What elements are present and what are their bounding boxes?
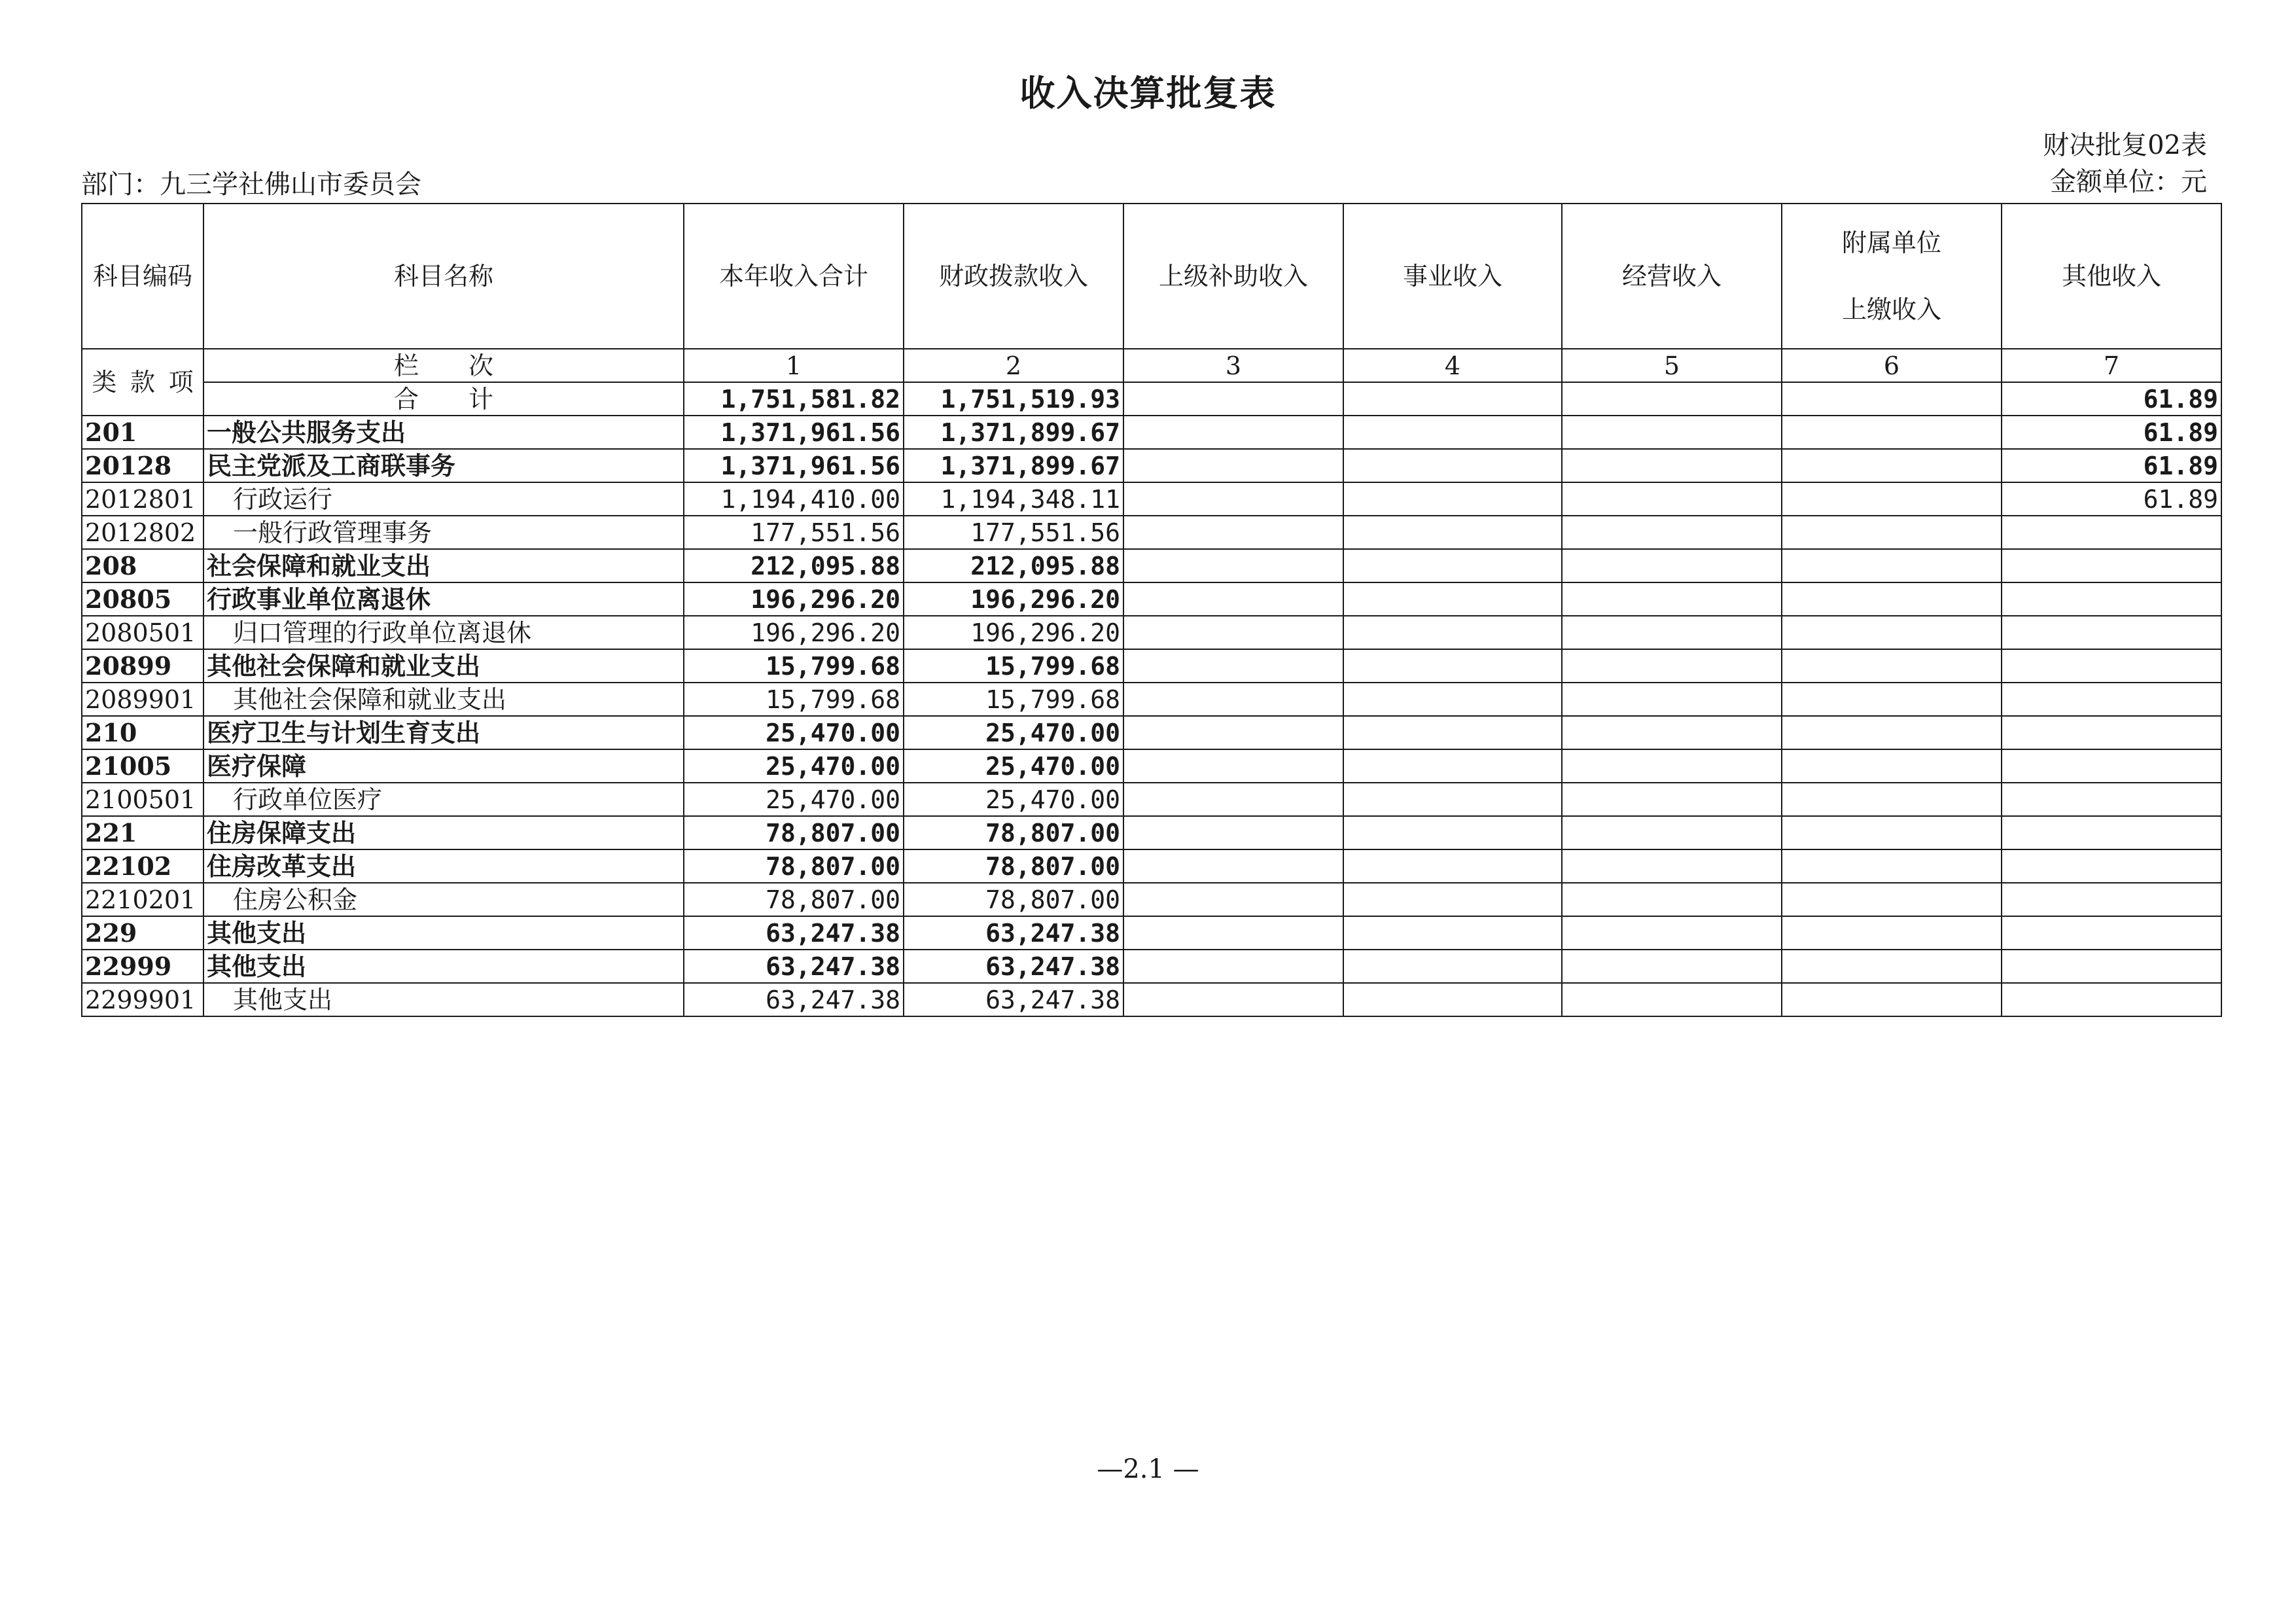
business-income-cell (1343, 482, 1562, 516)
page-number: —2.1 — (1097, 1454, 1199, 1484)
business-income-cell (1343, 849, 1562, 883)
header-affiliated-line1: 附属单位 (1841, 228, 1941, 257)
superior-income-cell (1123, 649, 1343, 683)
sub-lei: 类 (92, 368, 117, 397)
other-income-cell (2002, 983, 2221, 1016)
total-income-cell: 25,470.00 (684, 749, 904, 783)
other-income-cell (2002, 516, 2221, 549)
subject-code-cell: 201 (82, 416, 203, 449)
fiscal-income-cell: 25,470.00 (904, 749, 1123, 783)
business-income-cell (1343, 783, 1562, 816)
subject-code-cell: 20805 (82, 582, 203, 616)
department-label: 部门：九三学社佛山市委员会 (81, 169, 421, 200)
subject-code-cell: 22999 (82, 950, 203, 983)
fiscal-income-cell: 78,807.00 (904, 883, 1123, 916)
superior-income-cell (1123, 849, 1343, 883)
subject-name-cell: 一般行政管理事务 (203, 516, 684, 549)
superior-income-cell (1123, 816, 1343, 849)
business-income-cell (1343, 716, 1562, 749)
superior-income-cell (1123, 416, 1343, 449)
other-income-cell (2002, 816, 2221, 849)
affiliated-income-cell (1782, 783, 2002, 816)
fiscal-income-cell: 15,799.68 (904, 683, 1123, 716)
subject-code-cell: 2089901 (82, 683, 203, 716)
affiliated-income-cell (1782, 449, 2002, 482)
table-row (82, 749, 2221, 783)
fiscal-income-cell: 1,371,899.67 (904, 416, 1123, 449)
income-table (81, 203, 2222, 1017)
subject-code-cell: 2100501 (82, 783, 203, 816)
operating-income-cell (1562, 783, 1782, 816)
column-number: 2 (904, 349, 1123, 382)
business-income-cell (1343, 916, 1562, 950)
operating-income-cell (1562, 716, 1782, 749)
subject-code-cell: 2012802 (82, 516, 203, 549)
total-income-cell: 63,247.38 (684, 916, 904, 950)
header-name: 科目名称 (203, 204, 684, 349)
operating-income-cell (1562, 449, 1782, 482)
column-number: 4 (1343, 349, 1562, 382)
table-row (82, 649, 2221, 683)
total-income-cell: 15,799.68 (684, 683, 904, 716)
superior-income-cell (1123, 616, 1343, 649)
subject-name-cell: 行政运行 (203, 482, 684, 516)
affiliated-income-cell (1782, 749, 2002, 783)
fiscal-income-cell: 63,247.38 (904, 983, 1123, 1016)
header-code: 科目编码 (82, 204, 203, 349)
column-number: 1 (684, 349, 904, 382)
subject-name-cell: 行政事业单位离退休 (203, 582, 684, 616)
fiscal-income-cell: 212,095.88 (904, 549, 1123, 582)
other-income-cell: 61.89 (2002, 482, 2221, 516)
sub-kuan: 款 (130, 368, 155, 397)
operating-income-cell (1562, 683, 1782, 716)
total-income-cell: 196,296.20 (684, 582, 904, 616)
subject-code-cell: 2299901 (82, 983, 203, 1016)
subject-code-cell: 22102 (82, 849, 203, 883)
table-row (82, 616, 2221, 649)
table-row (82, 482, 2221, 516)
subject-name-cell: 其他支出 (203, 950, 684, 983)
header-other: 其他收入 (2002, 204, 2221, 349)
total-income-cell: 15,799.68 (684, 649, 904, 683)
table-row (82, 816, 2221, 849)
operating-income-cell (1562, 950, 1782, 983)
subject-code-cell: 20128 (82, 449, 203, 482)
header-superior: 上级补助收入 (1123, 204, 1343, 349)
affiliated-income-cell (1782, 482, 2002, 516)
subject-code-cell: 208 (82, 549, 203, 582)
total-income-cell: 78,807.00 (684, 816, 904, 849)
subject-code-cell: 2012801 (82, 482, 203, 516)
subject-name-cell: 其他社会保障和就业支出 (203, 649, 684, 683)
table-row (82, 683, 2221, 716)
operating-income-cell (1562, 416, 1782, 449)
superior-income-cell (1123, 749, 1343, 783)
superior-income-cell (1123, 582, 1343, 616)
operating-income-cell (1562, 582, 1782, 616)
affiliated-income-cell (1782, 883, 2002, 916)
total-income-cell: 25,470.00 (684, 783, 904, 816)
business-income-cell (1343, 816, 1562, 849)
superior-income-cell (1123, 950, 1343, 983)
subject-name-cell: 民主党派及工商联事务 (203, 449, 684, 482)
other-income-cell (2002, 649, 2221, 683)
other-income-cell (2002, 883, 2221, 916)
subject-name-cell: 其他支出 (203, 916, 684, 950)
operating-income-cell (1562, 849, 1782, 883)
affiliated-income-cell (1782, 849, 2002, 883)
business-income-cell (1343, 749, 1562, 783)
affiliated-income-cell (1782, 816, 2002, 849)
subject-name-cell: 归口管理的行政单位离退休 (203, 616, 684, 649)
table-row (82, 950, 2221, 983)
superior-income-cell (1123, 482, 1343, 516)
business-income-cell (1343, 883, 1562, 916)
fiscal-income-cell: 1,194,348.11 (904, 482, 1123, 516)
affiliated-income-cell (1782, 649, 2002, 683)
table-row (82, 549, 2221, 582)
other-income-cell (2002, 783, 2221, 816)
other-income-cell (2002, 916, 2221, 950)
amount-unit: 金额单位：元 (2050, 167, 2207, 197)
other-income-cell (2002, 716, 2221, 749)
subject-code-cell: 2210201 (82, 883, 203, 916)
other-income-cell (2002, 549, 2221, 582)
superior-income-cell (1123, 916, 1343, 950)
subject-name-cell: 行政单位医疗 (203, 783, 684, 816)
other-income-cell (2002, 683, 2221, 716)
form-code: 财决批复02表 (2043, 130, 2207, 160)
superior-income-cell (1123, 549, 1343, 582)
affiliated-income-cell (1782, 683, 2002, 716)
header-affiliated (1782, 204, 2002, 349)
subject-code-cell: 21005 (82, 749, 203, 783)
fiscal-income-cell: 196,296.20 (904, 582, 1123, 616)
column-number: 7 (2002, 349, 2221, 382)
operating-income-cell (1562, 649, 1782, 683)
header-total: 本年收入合计 (684, 204, 904, 349)
business-income-cell (1343, 616, 1562, 649)
business-income-cell (1343, 649, 1562, 683)
subject-code-cell: 221 (82, 816, 203, 849)
business-income-cell (1343, 683, 1562, 716)
fiscal-income-cell: 177,551.56 (904, 516, 1123, 549)
table-row (82, 516, 2221, 549)
other-income-cell: 61.89 (2002, 449, 2221, 482)
fiscal-income-cell: 78,807.00 (904, 849, 1123, 883)
total-income-cell: 1,371,961.56 (684, 449, 904, 482)
empty-cell (1562, 382, 1782, 416)
subject-name-cell: 医疗保障 (203, 749, 684, 783)
total-income-cell: 78,807.00 (684, 849, 904, 883)
superior-income-cell (1123, 983, 1343, 1016)
table-row (82, 883, 2221, 916)
document-title: 收入决算批复表 (1019, 73, 1277, 114)
superior-income-cell (1123, 783, 1343, 816)
other-income-cell (2002, 749, 2221, 783)
total-income-cell: 177,551.56 (684, 516, 904, 549)
header-row (82, 204, 2221, 349)
table-row (82, 716, 2221, 749)
total-fiscal-cell: 1,751,519.93 (904, 382, 1123, 416)
affiliated-income-cell (1782, 950, 2002, 983)
other-income-cell (2002, 849, 2221, 883)
fiscal-income-cell: 1,371,899.67 (904, 449, 1123, 482)
affiliated-income-cell (1782, 983, 2002, 1016)
total-income-cell: 212,095.88 (684, 549, 904, 582)
table-row (82, 983, 2221, 1016)
subject-code-cell: 2080501 (82, 616, 203, 649)
table-row (82, 449, 2221, 482)
subject-code-cell: 210 (82, 716, 203, 749)
fiscal-income-cell: 15,799.68 (904, 649, 1123, 683)
business-income-cell (1343, 983, 1562, 1016)
operating-income-cell (1562, 482, 1782, 516)
affiliated-income-cell (1782, 616, 2002, 649)
fiscal-income-cell: 196,296.20 (904, 616, 1123, 649)
table-row (82, 582, 2221, 616)
column-number: 3 (1123, 349, 1343, 382)
sub-xiang: 项 (168, 368, 194, 397)
column-number-row (82, 349, 2221, 382)
total-income-cell: 196,296.20 (684, 616, 904, 649)
subject-name-cell: 住房改革支出 (203, 849, 684, 883)
subject-name-cell: 医疗卫生与计划生育支出 (203, 716, 684, 749)
business-income-cell (1343, 516, 1562, 549)
business-income-cell (1343, 582, 1562, 616)
business-income-cell (1343, 449, 1562, 482)
header-operating: 经营收入 (1562, 204, 1782, 349)
empty-cell (1343, 382, 1562, 416)
other-income-cell (2002, 950, 2221, 983)
total-income-cell: 1,371,961.56 (684, 416, 904, 449)
fiscal-income-cell: 63,247.38 (904, 950, 1123, 983)
table-row (82, 416, 2221, 449)
other-income-cell: 61.89 (2002, 416, 2221, 449)
fiscal-income-cell: 25,470.00 (904, 716, 1123, 749)
total-row (82, 382, 2221, 416)
header-business: 事业收入 (1343, 204, 1562, 349)
operating-income-cell (1562, 616, 1782, 649)
operating-income-cell (1562, 749, 1782, 783)
total-label: 合 计 (203, 382, 684, 416)
subject-name-cell: 其他社会保障和就业支出 (203, 683, 684, 716)
fiscal-income-cell: 25,470.00 (904, 783, 1123, 816)
affiliated-income-cell (1782, 416, 2002, 449)
business-income-cell (1343, 549, 1562, 582)
lanci-label: 栏 次 (203, 349, 684, 382)
operating-income-cell (1562, 816, 1782, 849)
operating-income-cell (1562, 983, 1782, 1016)
total-income-cell: 63,247.38 (684, 950, 904, 983)
superior-income-cell (1123, 683, 1343, 716)
total-income-cell: 1,194,410.00 (684, 482, 904, 516)
subject-name-cell: 住房保障支出 (203, 816, 684, 849)
total-other-cell: 61.89 (2002, 382, 2221, 416)
affiliated-income-cell (1782, 516, 2002, 549)
table-row (82, 916, 2221, 950)
superior-income-cell (1123, 883, 1343, 916)
superior-income-cell (1123, 516, 1343, 549)
superior-income-cell (1123, 716, 1343, 749)
column-number: 6 (1782, 349, 2002, 382)
affiliated-income-cell (1782, 582, 2002, 616)
table-row (82, 849, 2221, 883)
subject-name-cell: 一般公共服务支出 (203, 416, 684, 449)
operating-income-cell (1562, 516, 1782, 549)
affiliated-income-cell (1782, 916, 2002, 950)
operating-income-cell (1562, 549, 1782, 582)
header-fiscal: 财政拨款收入 (904, 204, 1123, 349)
total-income-cell: 78,807.00 (684, 883, 904, 916)
empty-cell (1123, 382, 1343, 416)
affiliated-income-cell (1782, 549, 2002, 582)
total-income-cell: 25,470.00 (684, 716, 904, 749)
total-income-cell: 63,247.38 (684, 983, 904, 1016)
superior-income-cell (1123, 449, 1343, 482)
fiscal-income-cell: 63,247.38 (904, 916, 1123, 950)
other-income-cell (2002, 616, 2221, 649)
affiliated-income-cell (1782, 716, 2002, 749)
operating-income-cell (1562, 916, 1782, 950)
total-income-cell: 1,751,581.82 (684, 382, 904, 416)
subject-name-cell: 住房公积金 (203, 883, 684, 916)
table-row (82, 783, 2221, 816)
business-income-cell (1343, 416, 1562, 449)
other-income-cell (2002, 582, 2221, 616)
column-number: 5 (1562, 349, 1782, 382)
fiscal-income-cell: 78,807.00 (904, 816, 1123, 849)
empty-cell (1782, 382, 2002, 416)
business-income-cell (1343, 950, 1562, 983)
subject-name-cell: 其他支出 (203, 983, 684, 1016)
subject-code-cell: 229 (82, 916, 203, 950)
code-subheader (82, 349, 203, 416)
operating-income-cell (1562, 883, 1782, 916)
subject-name-cell: 社会保障和就业支出 (203, 549, 684, 582)
subject-code-cell: 20899 (82, 649, 203, 683)
header-affiliated-line2: 上缴收入 (1841, 295, 1941, 324)
